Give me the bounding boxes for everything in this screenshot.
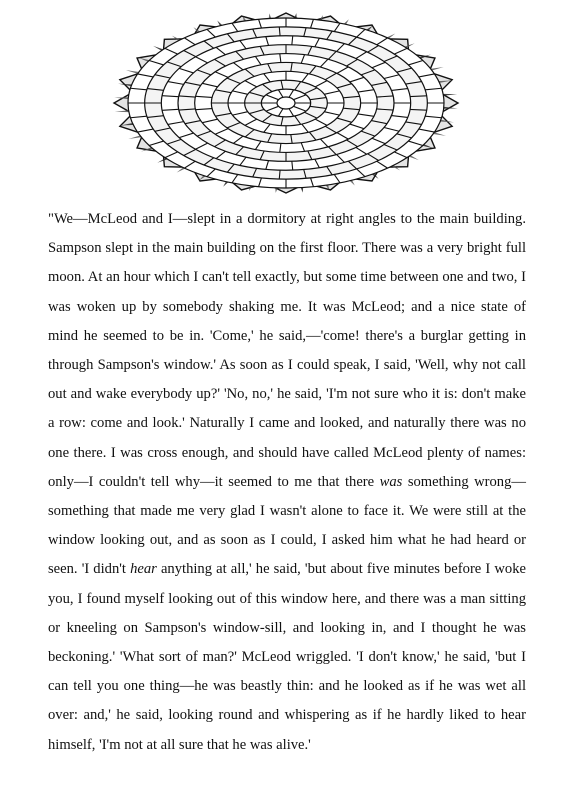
story-emphasis-was: was <box>379 473 403 490</box>
brick-tunnel-vortex-icon <box>112 10 460 195</box>
story-segment-3: anything at all,' he said, 'but about five minutes before I woke you, I found myself looking out of this window here, and there was a man sitting or kneeling on Sampson's window-sill, and looking in, and I thought he was beckoning.' 'What sort of man?' McLeod wriggled. 'I don't know,' he said, 'but I can tell you one thing—he was beastly thin: and he looked as if he was wet all over: and,' he said, looking round and whispering as if he hardly liked to hear himself, 'I'm not at all sure that he was alive.' <box>48 561 526 753</box>
story-text <box>48 205 526 760</box>
story-segment-1: "We—McLeod and I—slept in a dormitory at right angles to the main building. Sampson slept in the main building on the first floor. There was a very bright full moon. At an hour which I can't tell exactly, but some time between one and two, I was woken up by somebody shaking me. It was McLeod; and a nice state of mind he seemed to be in. 'Come,' he said,—'come! there's a burglar getting in through Sampson's window.' As soon as I could speak, I said, 'Well, why not call out and wake everybody up?' 'No, no,' he said, 'I'm not sure who it is: don't make a row: come and look.' Naturally I came and looked, and naturally there was no one there. I was cross enough, and should have called McLeod plenty of names: only—I couldn't tell why—it seemed to me that there <box>48 211 526 490</box>
story-segment-2: something wrong—something that made me very glad I wasn't alone to face it. We were still at the window looking out, and as soon as I could, I asked him what he had heard or seen. 'I didn't <box>48 473 526 578</box>
illustration <box>112 10 460 195</box>
story-paragraph <box>48 205 526 760</box>
story-emphasis-hear: hear <box>130 561 157 578</box>
